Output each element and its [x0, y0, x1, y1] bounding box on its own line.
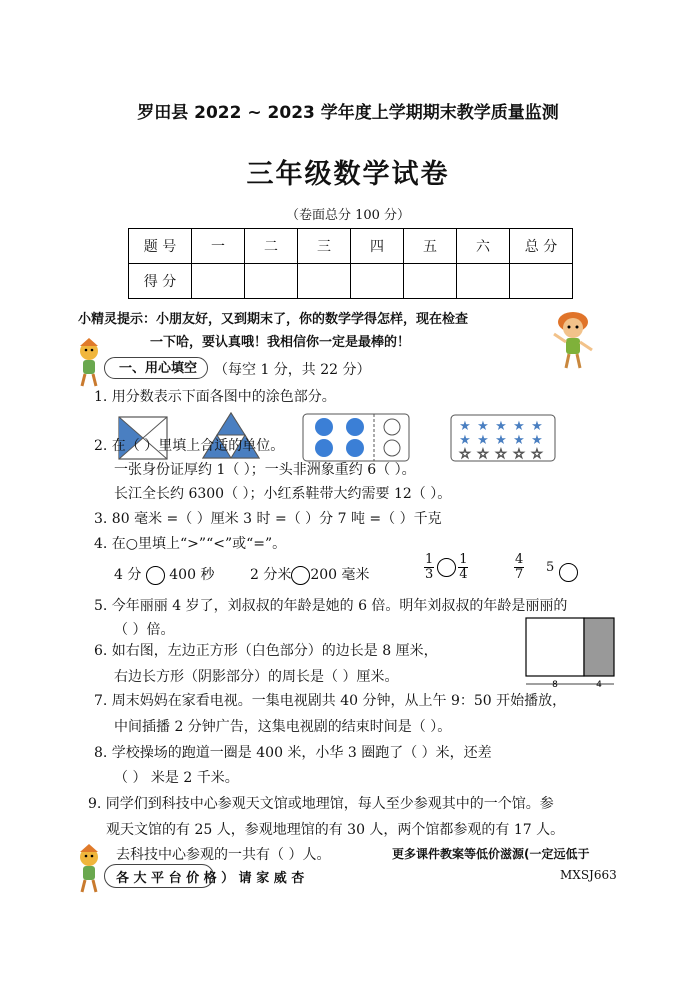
svg-text:★: ★	[495, 419, 507, 434]
section-title: 一、用心填空	[104, 357, 208, 379]
question-8-line-2: （ ） 米是 2 千米。	[114, 770, 239, 786]
promo-text: 更多课件教案等低价滋源(一定远低于	[392, 847, 590, 861]
question-5-line-1: 5. 今年丽丽 4 岁了，刘叔叔的年龄是她的 6 倍。明年刘叔叔的年龄是丽丽的	[94, 598, 568, 614]
q4-a-right: 400 秒	[169, 567, 215, 583]
question-2: 2. 在（ ）里填上合适的单位。	[94, 438, 285, 454]
question-2-line-2: 长江全长约 6300（ ）；小红系鞋带大约需要 12（ ）。	[114, 486, 452, 502]
question-1: 1. 用分数表示下面各图中的涂色部分。	[94, 389, 336, 405]
figure-shaded-circles	[302, 413, 410, 463]
svg-text:★: ★	[477, 419, 489, 434]
table-cell: 总 分	[510, 229, 573, 264]
question-3: 3. 80 毫米 =（ ）厘米 3 时 =（ ）分 7 吨 =（ ）千克	[94, 511, 442, 527]
score-cell[interactable]	[457, 264, 510, 299]
row-label: 题 号	[129, 229, 192, 264]
table-cell: 三	[298, 229, 351, 264]
tip-line-1: 小精灵提示：小朋友好，又到期末了，你的数学学得怎样，现在检查	[78, 312, 469, 327]
footer-code: MXSJ663	[560, 868, 617, 882]
dimension-label-8: 8	[552, 680, 558, 690]
q4-a-left: 4 分	[114, 567, 142, 583]
table-row	[129, 229, 573, 264]
fraction-partial: 5	[546, 559, 555, 575]
exam-header: 罗田县 2022 ~ 2023 学年度上学期期末教学质量监测	[137, 103, 559, 123]
question-2-line-1: 一张身份证厚约 1（ ）；一头非洲象重约 6（ ）。	[114, 462, 416, 478]
svg-text:★: ★	[459, 433, 471, 448]
question-4-item-d-right	[546, 553, 578, 582]
table-cell: 一	[192, 229, 245, 264]
paper-title: 三年级数学试卷	[246, 159, 450, 190]
question-7-line-1: 7. 周末妈妈在家看电视。一集电视剧共 40 分钟，从上午 9：50 开始播放，	[94, 693, 567, 709]
svg-text:★: ★	[531, 433, 543, 448]
score-cell[interactable]	[351, 264, 404, 299]
table-cell: 六	[457, 229, 510, 264]
score-cell[interactable]	[245, 264, 298, 299]
svg-text:★: ★	[459, 419, 471, 434]
question-5-line-2: （ ）倍。	[114, 622, 175, 638]
dimension-label-4: 4	[596, 680, 602, 690]
question-7-line-2: 中间插播 2 分钟广告，这集电视剧的结束时间是（ ）。	[114, 719, 452, 735]
compare-circle[interactable]	[437, 558, 456, 577]
table-cell: 五	[404, 229, 457, 264]
compare-circle[interactable]	[146, 566, 165, 585]
mascot-small-illustration	[72, 844, 106, 894]
q4-b-left: 2 分米	[250, 567, 292, 583]
svg-text:★: ★	[477, 433, 489, 448]
table-row	[129, 264, 573, 299]
mascot-pirate-illustration	[546, 306, 600, 372]
score-table	[128, 228, 573, 299]
score-cell[interactable]	[192, 264, 245, 299]
svg-text:★: ★	[531, 419, 543, 434]
fraction: $\frac{1}{3}$	[425, 552, 434, 582]
footer-text: 各 大 平 台 价 格 ） 请 家 威 杏	[116, 871, 305, 886]
score-cell[interactable]	[404, 264, 457, 299]
table-cell: 四	[351, 229, 404, 264]
compare-circle[interactable]	[291, 566, 310, 585]
question-4-item-a	[114, 564, 214, 585]
question-4-item-d	[514, 553, 524, 582]
question-6-line-1: 6. 如右图，左边正方形（白色部分）的边长是 8 厘米，	[94, 643, 438, 659]
question-6-line-2: 右边长方形（阴影部分）的周长是（ ）厘米。	[114, 669, 399, 685]
figure-shaded-stars	[450, 414, 556, 462]
tip-line-2: 一下哈，要认真哦！我相信你一定是最棒的！	[150, 335, 411, 350]
svg-text:☆: ☆	[477, 447, 489, 462]
svg-text:☆: ☆	[513, 447, 525, 462]
table-cell: 二	[245, 229, 298, 264]
figure-square-rectangle	[524, 616, 618, 692]
svg-text:☆: ☆	[459, 447, 471, 462]
svg-text:☆: ☆	[495, 447, 507, 462]
question-4: 4. 在○里填上“>”“<”或“=”。	[94, 536, 287, 552]
question-4-item-c	[424, 553, 468, 582]
question-9-line-2: 观天文馆的有 25 人，参观地理馆的有 30 人，两个馆都参观的有 17 人。	[106, 822, 565, 838]
row-label: 得 分	[129, 264, 192, 299]
score-cell[interactable]	[298, 264, 351, 299]
fraction: $\frac{1}{4}$	[459, 552, 468, 582]
svg-text:★: ★	[513, 419, 525, 434]
total-score-note: （卷面总分 100 分）	[285, 208, 411, 223]
svg-text:☆: ☆	[531, 447, 543, 462]
svg-text:★: ★	[513, 433, 525, 448]
mascot-small-illustration	[72, 338, 106, 388]
svg-text:★: ★	[495, 433, 507, 448]
question-4-item-b	[250, 564, 370, 585]
q4-b-right: 200 毫米	[310, 567, 370, 583]
score-cell[interactable]	[510, 264, 573, 299]
question-9-line-3: 去科技中心参观的一共有（ ）人。	[116, 847, 331, 863]
compare-circle[interactable]	[559, 563, 578, 582]
section-note: （每空 1 分，共 22 分）	[214, 362, 371, 378]
fraction: $\frac{4}{7}$	[515, 552, 524, 582]
question-8-line-1: 8. 学校操场的跑道一圈是 400 米，小华 3 圈跑了（ ）米，还差	[94, 745, 492, 761]
question-9-line-1: 9. 同学们到科技中心参观天文馆或地理馆，每人至少参观其中的一个馆。参	[88, 796, 554, 812]
